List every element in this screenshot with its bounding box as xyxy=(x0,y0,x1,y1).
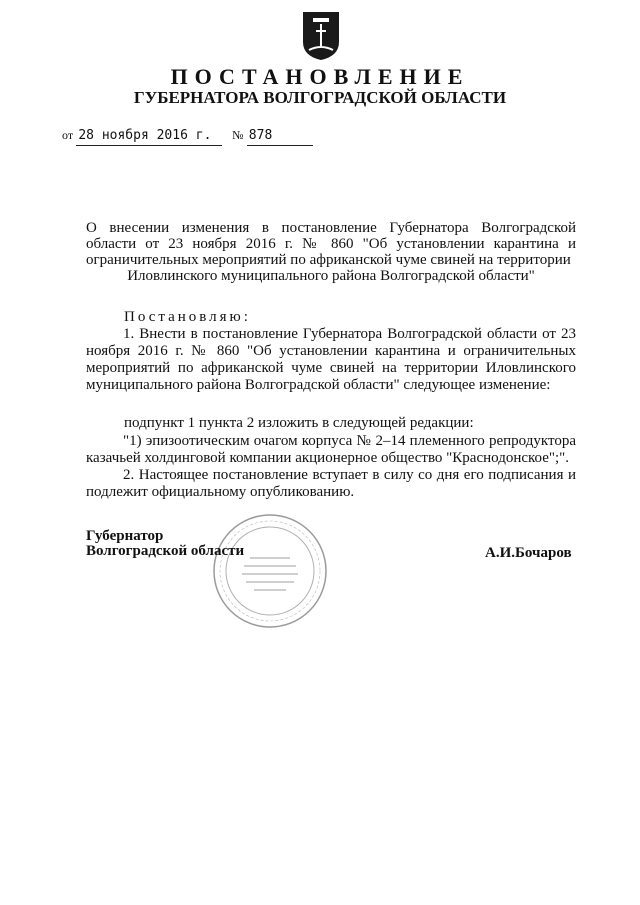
document-title: ПОСТАНОВЛЕНИЕ xyxy=(170,64,470,89)
document-subject xyxy=(86,220,576,284)
date-value: 28 ноября 2016 г. xyxy=(76,127,222,146)
paragraph-2: 2. Настоящее постановление вступает в силу со дня его подписания и подлежит официальному опубликованию. xyxy=(86,467,576,500)
signatory-position-line2: Волгоградской области xyxy=(86,543,245,559)
number-prefix: № xyxy=(232,128,244,142)
document-subtitle: ГУБЕРНАТОРА ВОЛГОГРАДСКОЙ ОБЛАСТИ xyxy=(133,88,507,107)
date-prefix: от xyxy=(62,128,74,142)
volgograd-coat-of-arms-icon xyxy=(299,8,343,62)
paragraph-1-subitem: подпункт 1 пункта 2 изложить в следующей редакции: xyxy=(124,415,474,431)
signatory-position xyxy=(86,529,244,559)
subject-last-line: Иловлинского муниципального района Волгоградской области" xyxy=(127,268,535,284)
paragraph-1: 1. Внести в постановление Губернатора Волгоградской области от 23 ноября 2016 г. № 860 "Об установлении карантина и ограничительных мероприятий по африканской чуме свиней на территории Иловлинского муниципального района Волгоградской области" следующее изменение: xyxy=(86,326,576,393)
decree-word: Постановляю: xyxy=(124,309,251,325)
date-number-row xyxy=(62,126,313,146)
paragraph-1-quote: "1) эпизоотическим очагом корпуса № 2–14 племенного репродуктора казачьей холдинговой компании акционерное общество "Краснодонское";". xyxy=(86,433,576,466)
signatory-position-line1: Губернатор xyxy=(86,528,164,544)
signatory-name: А.И.Бочаров xyxy=(485,545,572,561)
number-value: 878 xyxy=(247,127,313,146)
subject-main: О внесении изменения в постановление Губернатора Волгоградской области от 23 ноября 2016 г. № 860 "Об установлении карантина и ограничительных мероприятий по африканской чуме свиней на территории xyxy=(86,220,576,268)
